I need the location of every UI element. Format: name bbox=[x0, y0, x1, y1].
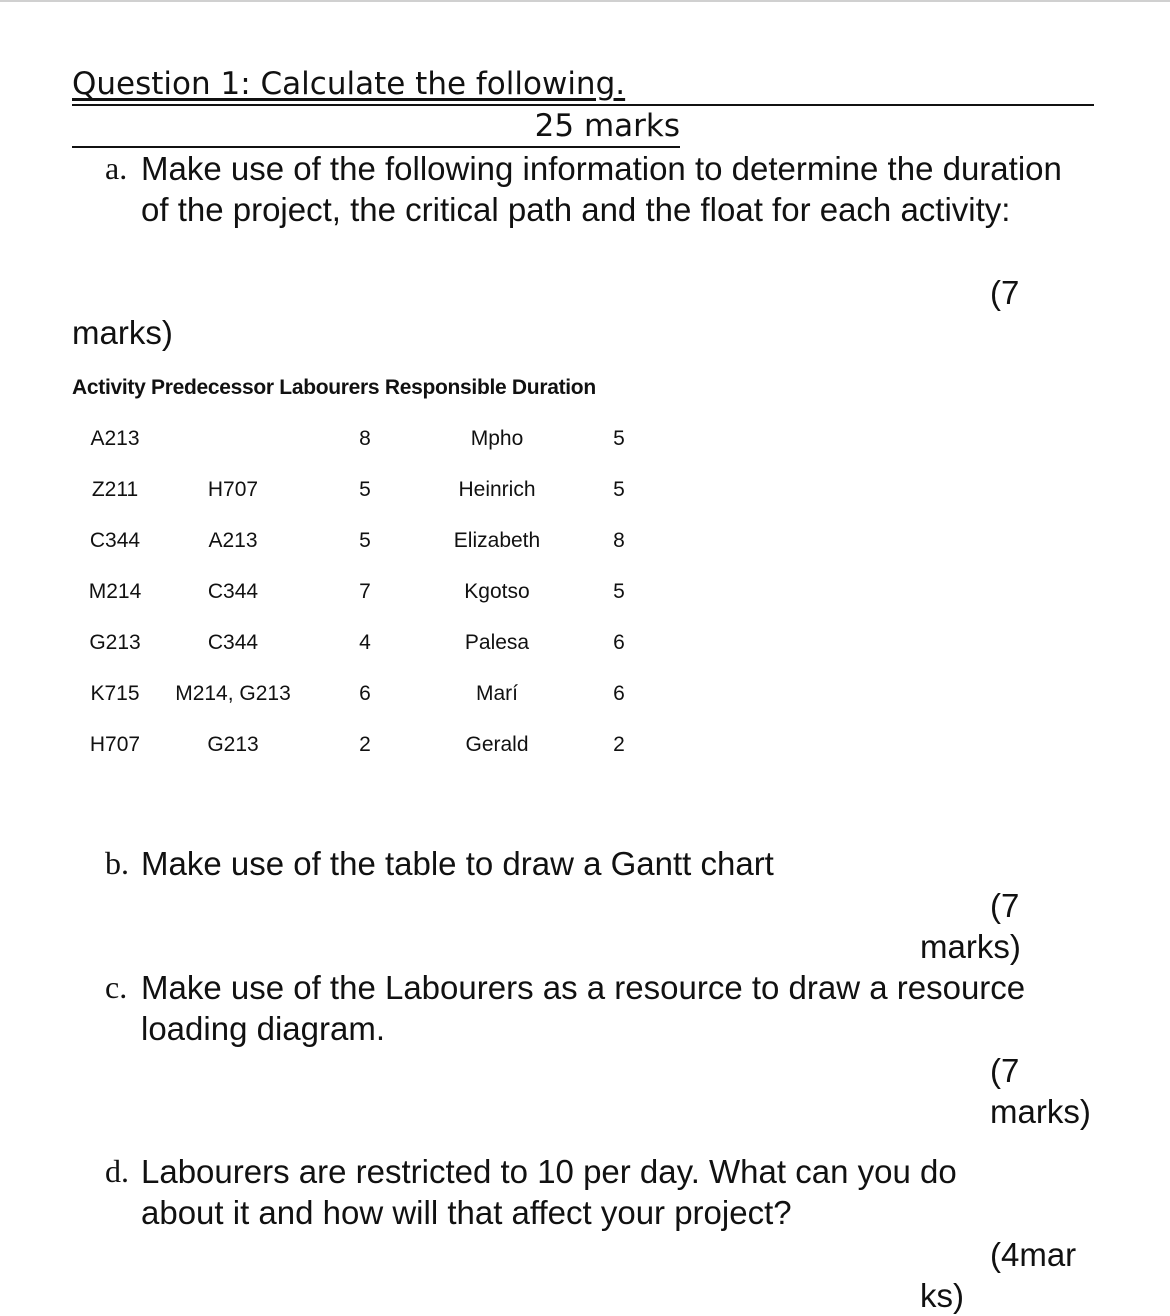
table-cell-duration: 8 bbox=[613, 529, 625, 552]
table-cell-predecessor: C344 bbox=[207, 631, 259, 654]
table-cell-duration: 5 bbox=[613, 580, 625, 603]
part-b-marks-close: marks) bbox=[920, 928, 1021, 965]
table-cell-labourers: 5 bbox=[359, 478, 371, 501]
question-total-marks: 25 marks bbox=[534, 108, 680, 144]
question-title-text: Question 1: Calculate the following. bbox=[72, 66, 626, 102]
table-cell-labourers: 4 bbox=[359, 631, 371, 654]
table-cell-labourers: 5 bbox=[359, 529, 371, 552]
table-cell-predecessor: A213 bbox=[208, 529, 258, 552]
table-cell-responsible: Elizabeth bbox=[453, 529, 541, 552]
part-d-marks-close: ks) bbox=[920, 1277, 964, 1314]
part-d-label: d. bbox=[105, 1153, 129, 1189]
part-a bbox=[105, 148, 1095, 273]
table-cell-responsible: Palesa bbox=[464, 631, 530, 654]
part-c-label: c. bbox=[105, 969, 128, 1005]
table-cell-responsible: Mpho bbox=[470, 427, 524, 450]
part-c-marks-close: marks) bbox=[990, 1093, 1091, 1130]
table-cell-activity: H707 bbox=[89, 733, 141, 756]
table-cell-activity: K715 bbox=[90, 682, 140, 705]
part-a-marks-open: (7 bbox=[990, 274, 1020, 311]
table-cell-activity: M214 bbox=[88, 580, 142, 603]
part-b-marks-open: (7 bbox=[990, 887, 1020, 924]
table-cell-activity: C344 bbox=[89, 529, 141, 552]
question-title bbox=[72, 64, 1094, 106]
table-cell-duration: 6 bbox=[613, 682, 625, 705]
question-marks-line bbox=[72, 106, 680, 148]
table-cell-responsible: Kgotso bbox=[464, 580, 530, 603]
table-cell-duration: 6 bbox=[613, 631, 625, 654]
part-a-marks-close: marks) bbox=[72, 314, 173, 351]
part-b-text: Make use of the table to draw a Gantt chart bbox=[141, 845, 774, 882]
table-cell-responsible: Gerald bbox=[465, 733, 529, 756]
table-header: Activity Predecessor Labourers Responsible Duration bbox=[72, 376, 596, 399]
table-cell-activity: Z211 bbox=[91, 478, 139, 501]
part-c-marks-open: (7 bbox=[990, 1052, 1020, 1089]
part-a-label: a. bbox=[105, 150, 128, 186]
table-cell-responsible: Heinrich bbox=[458, 478, 536, 501]
part-b bbox=[105, 843, 1095, 884]
table-cell-duration: 5 bbox=[613, 427, 625, 450]
part-d-marks-open: (4mar bbox=[990, 1236, 1077, 1273]
table-cell-activity: G213 bbox=[89, 631, 141, 654]
part-c bbox=[105, 967, 1100, 1049]
table-cell-duration: 2 bbox=[613, 733, 625, 756]
table-cell-activity: A213 bbox=[90, 427, 140, 450]
table-cell-labourers: 2 bbox=[359, 733, 371, 756]
part-d-text: Labourers are restricted to 10 per day. What can you do about it and how will that affect your project? bbox=[141, 1153, 957, 1231]
part-b-label: b. bbox=[105, 845, 129, 881]
part-a-text: Make use of the following information to determine the duration of the project, the critical path and the float for each activity: bbox=[141, 150, 1062, 228]
page-top-border bbox=[0, 0, 1170, 2]
table-cell-labourers: 8 bbox=[359, 427, 371, 450]
table-cell-predecessor: G213 bbox=[207, 733, 259, 756]
part-d bbox=[105, 1151, 1095, 1233]
table-cell-predecessor: C344 bbox=[207, 580, 259, 603]
table-cell-responsible: Marí bbox=[476, 682, 518, 705]
part-c-text: Make use of the Labourers as a resource to draw a resource loading diagram. bbox=[141, 969, 1026, 1047]
table-cell-predecessor: H707 bbox=[207, 478, 259, 501]
table-cell-labourers: 6 bbox=[359, 682, 371, 705]
table-cell-duration: 5 bbox=[613, 478, 625, 501]
table-cell-labourers: 7 bbox=[359, 580, 371, 603]
table-cell-predecessor: M214, G213 bbox=[175, 682, 291, 705]
